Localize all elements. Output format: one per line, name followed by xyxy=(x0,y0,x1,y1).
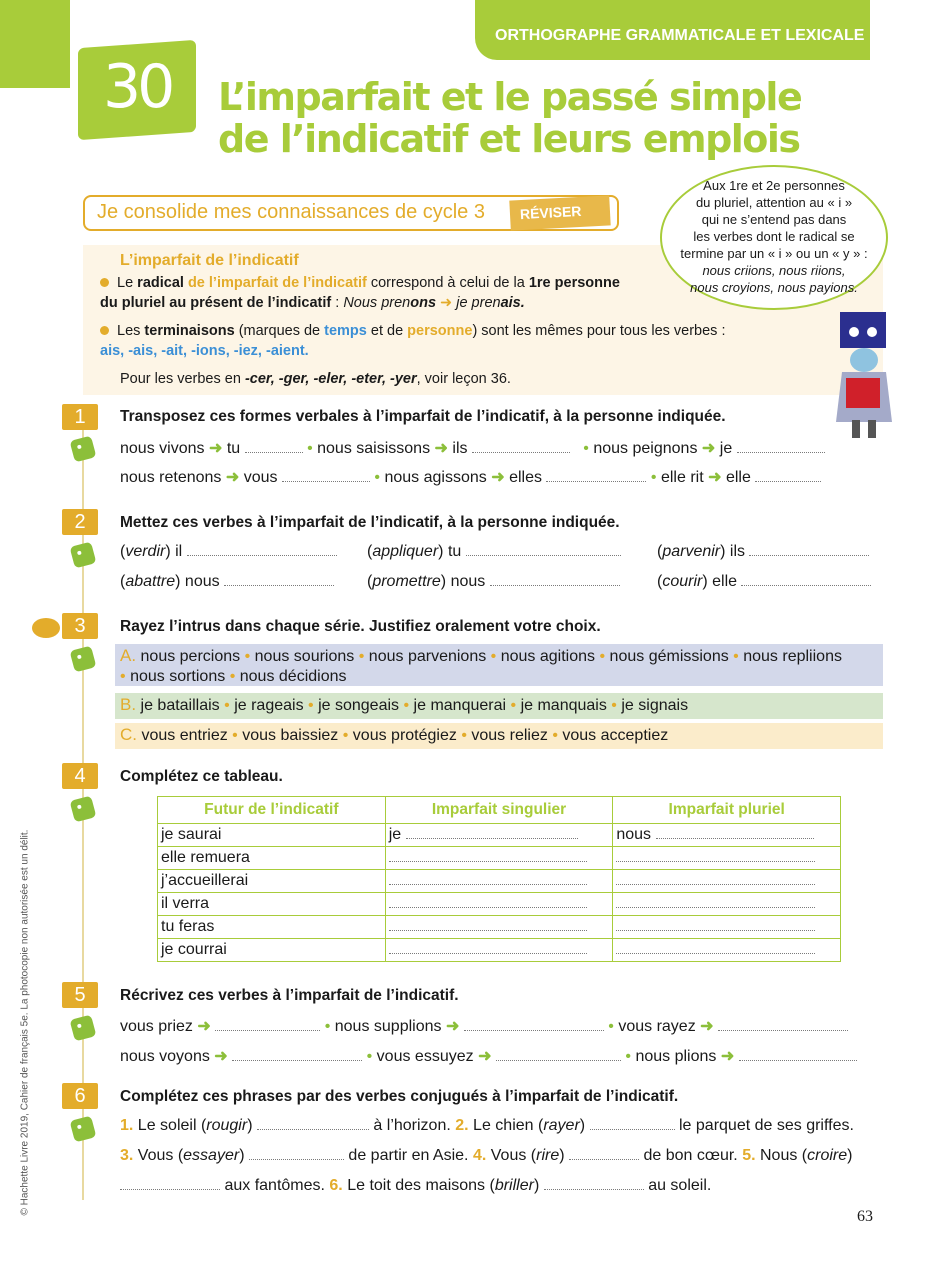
exercise-instruction: Récrivez ces verbes à l’imparfait de l’indicatif. xyxy=(120,987,459,1004)
answer-blank[interactable] xyxy=(616,873,815,885)
answer-blank[interactable] xyxy=(590,1118,675,1130)
answer-blank[interactable] xyxy=(616,919,815,931)
exercise-line: vous priez ➜ • nous supplions ➜ • vous rayez ➜ xyxy=(120,1016,848,1036)
title-line: L’imparfait et le passé simple xyxy=(218,75,802,119)
consolide-label: Je consolide mes connaissances de cycle 3 xyxy=(97,201,485,223)
conjugation-table xyxy=(157,796,841,962)
answer-blank[interactable] xyxy=(389,942,588,954)
exercise-line: 3. Vous (essayer) de partir en Asie. 4. Vous (rire) de bon cœur. 5. Nous (croire) xyxy=(120,1147,853,1164)
exercise-line: 1. Le soleil (rougir) à l’horizon. 2. Le chien (rayer) le parquet de ses griffes. xyxy=(120,1117,854,1134)
level-icon xyxy=(70,1116,97,1143)
rule-radical: Le radical de l’imparfait de l’indicatif correspond à celui de la 1re personne du pluriel au présent de l’indicatif : Nous prenons ➜ je prenais. xyxy=(100,275,620,311)
answer-blank[interactable] xyxy=(466,544,621,556)
rule-terminaisons: Les terminaisons (marques de temps et de personne) sont les mêmes pour tous les verbes : ais, -ais, -ait, -ions, -iez, -aient. xyxy=(100,323,726,359)
exercise-number: 6 xyxy=(62,1083,98,1109)
answer-blank[interactable] xyxy=(569,1148,639,1160)
exercise-line: aux fantômes. 6. Le toit des maisons (briller) au soleil. xyxy=(120,1177,711,1195)
exercise-instruction: Complétez ces phrases par des verbes conjugués à l’imparfait de l’indicatif. xyxy=(120,1088,679,1105)
section-banner xyxy=(475,0,870,60)
lesson-number: 30 xyxy=(103,52,172,122)
oral-speech-icon xyxy=(32,618,60,638)
answer-blank[interactable] xyxy=(490,574,620,586)
exercise-line: nous vivons ➜ tu • nous saisissons ➜ ils • nous peignons ➜ je xyxy=(120,438,825,458)
exercise-item: (parvenir) ils xyxy=(657,543,869,561)
exercise-instruction: Transposez ces formes verbales à l’imparfait de l’indicatif, à la personne indiquée. xyxy=(120,408,726,425)
column-header: Imparfait singulier xyxy=(385,797,613,824)
answer-blank[interactable] xyxy=(245,441,303,453)
table-row: tu feras xyxy=(158,916,841,939)
answer-blank[interactable] xyxy=(406,827,578,839)
level-icon xyxy=(70,436,97,463)
table-row: je saurai je nous xyxy=(158,824,841,847)
exercise-number: 3 xyxy=(62,613,98,639)
speech-bubble: Aux 1re et 2e personnes du pluriel, attention au « i » qui ne s’entend pas dans les verbes dont le radical se termine par un « i » ou un « y » : nous criions, nous riions, nous croyions, nous payions. xyxy=(660,165,888,310)
answer-blank[interactable] xyxy=(755,470,821,482)
rule-note: Pour les verbes en -cer, -ger, -eler, -eter, -yer, voir leçon 36. xyxy=(120,371,511,387)
level-icon xyxy=(70,646,97,673)
table-row: j’accueillerai xyxy=(158,870,841,893)
level-icon xyxy=(70,542,97,569)
answer-blank[interactable] xyxy=(232,1049,362,1061)
answer-blank[interactable] xyxy=(749,544,869,556)
answer-blank[interactable] xyxy=(257,1118,369,1130)
exercise-number: 2 xyxy=(62,509,98,535)
answer-blank[interactable] xyxy=(616,850,815,862)
answer-blank[interactable] xyxy=(389,896,588,908)
page-number: 63 xyxy=(857,1208,873,1225)
answer-blank[interactable] xyxy=(656,827,815,839)
answer-blank[interactable] xyxy=(282,470,370,482)
exercise-item: (abattre) nous xyxy=(120,573,334,591)
answer-blank[interactable] xyxy=(741,574,871,586)
answer-blank[interactable] xyxy=(718,1019,848,1031)
answer-blank[interactable] xyxy=(616,942,815,954)
exercise-line: nous retenons ➜ vous • nous agissons ➜ elles • elle rit ➜ elle xyxy=(120,467,821,487)
exercise-instruction: Mettez ces verbes à l’imparfait de l’indicatif, à la personne indiquée. xyxy=(120,514,620,531)
exercise-number: 5 xyxy=(62,982,98,1008)
answer-blank[interactable] xyxy=(496,1049,621,1061)
exercise-line: nous voyons ➜ • vous essuyez ➜ • nous plions ➜ xyxy=(120,1046,857,1066)
series-a: A. nous percions • nous sourions • nous parvenions • nous agitions • nous gémissions • nous repliions • nous sortions • nous décidions xyxy=(115,644,883,686)
level-icon xyxy=(70,1015,97,1042)
exercise-item: (courir) elle xyxy=(657,573,871,591)
answer-blank[interactable] xyxy=(120,1178,220,1190)
column-header: Imparfait pluriel xyxy=(613,797,841,824)
table-row: elle remuera xyxy=(158,847,841,870)
exercise-instruction: Rayez l’intrus dans chaque série. Justifiez oralement votre choix. xyxy=(120,618,601,635)
answer-blank[interactable] xyxy=(389,850,588,862)
mascot-illustration xyxy=(832,312,896,440)
series-b: B. je bataillais • je rageais • je songeais • je manquerai • je manquais • je signais xyxy=(115,693,883,719)
exercise-number: 4 xyxy=(62,763,98,789)
corner-decoration xyxy=(0,0,70,88)
answer-blank[interactable] xyxy=(737,441,825,453)
section-title: ORTHOGRAPHE GRAMMATICALE ET LEXICALE xyxy=(495,27,865,44)
answer-blank[interactable] xyxy=(224,574,334,586)
answer-blank[interactable] xyxy=(389,919,588,931)
answer-blank[interactable] xyxy=(546,470,646,482)
column-header: Futur de l’indicatif xyxy=(158,797,386,824)
answer-blank[interactable] xyxy=(249,1148,344,1160)
reviser-badge: RÉVISER xyxy=(509,195,610,230)
table-row: je courrai xyxy=(158,939,841,962)
answer-blank[interactable] xyxy=(464,1019,604,1031)
title-line: de l’indicatif et leurs emplois xyxy=(218,117,800,161)
exercise-number: 1 xyxy=(62,404,98,430)
answer-blank[interactable] xyxy=(739,1049,857,1061)
level-icon xyxy=(70,796,97,823)
exercise-item: (appliquer) tu xyxy=(367,543,621,561)
page-title xyxy=(218,76,801,160)
copyright-notice: © Hachette Livre 2019, Cahier de français 5e. La photocopie non autorisée est un délit. xyxy=(19,829,31,1216)
answer-blank[interactable] xyxy=(187,544,337,556)
answer-blank[interactable] xyxy=(544,1178,644,1190)
series-c: C. vous entriez • vous baissiez • vous protégiez • vous reliez • vous acceptiez xyxy=(115,723,883,749)
table-row: il verra xyxy=(158,893,841,916)
answer-blank[interactable] xyxy=(616,896,815,908)
rule-heading: L’imparfait de l’indicatif xyxy=(120,252,299,269)
answer-blank[interactable] xyxy=(215,1019,320,1031)
exercise-instruction: Complétez ce tableau. xyxy=(120,768,283,785)
exercise-item: (verdir) il xyxy=(120,543,337,561)
answer-blank[interactable] xyxy=(472,441,570,453)
answer-blank[interactable] xyxy=(389,873,588,885)
exercise-item: (promettre) nous xyxy=(367,573,620,591)
